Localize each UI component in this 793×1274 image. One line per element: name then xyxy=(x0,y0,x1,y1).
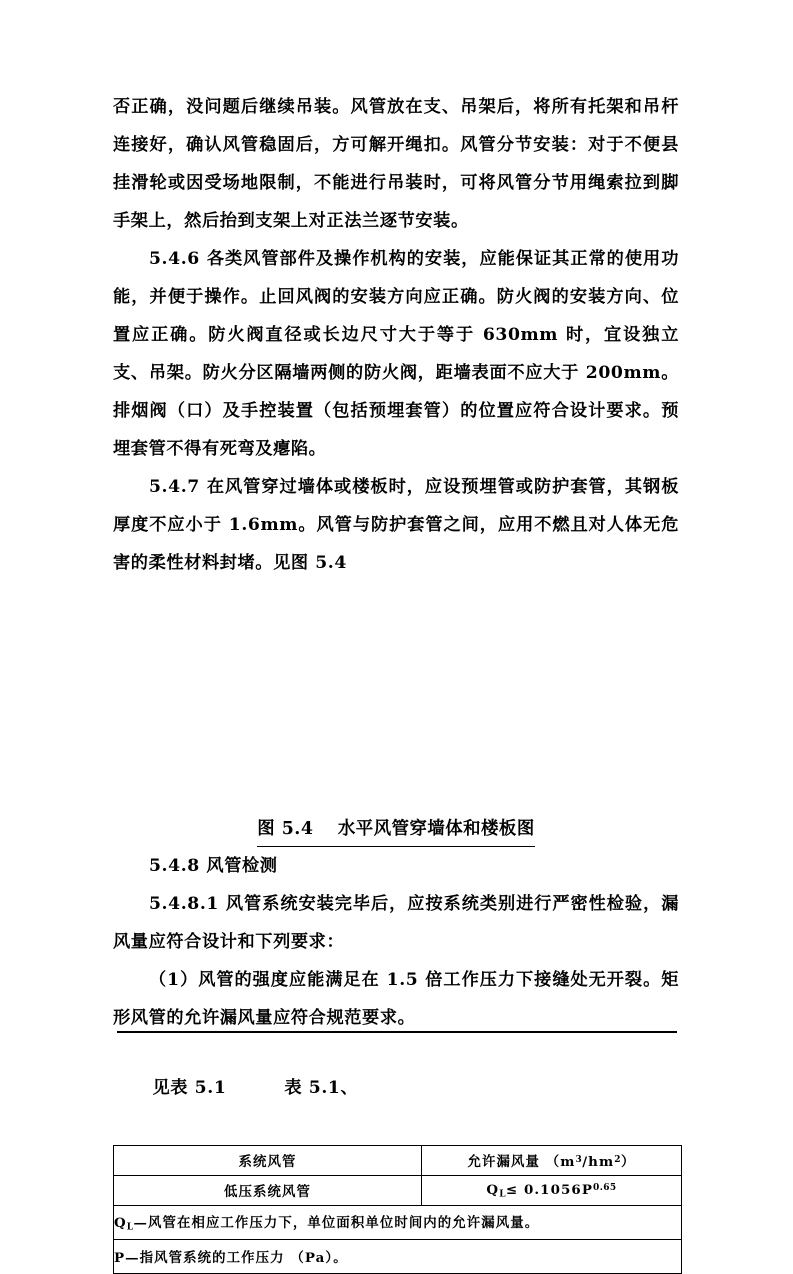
leakage-spec-table xyxy=(113,1145,682,1274)
table-number: 表 5.1、 xyxy=(284,1078,359,1098)
figure-caption-text: 图 5.4 水平风管穿墙体和楼板图 xyxy=(257,814,534,847)
table-header-row xyxy=(114,1146,682,1176)
formula-symbol-subscript: L xyxy=(499,1189,506,1200)
figure-caption xyxy=(113,814,679,847)
formula-operator: ≤ 0.1056P xyxy=(505,1181,594,1198)
paragraph-continued: 否正确，没问题后继续吊装。风管放在支、吊架后，将所有托架和吊杆连接好，确认风管稳固后，方可解开绳扣。风管分节安装：对于不便县挂滑轮或因受场地限制，不能进行吊装时，可将风管分节用绳索拉到脚手架上，然后抬到支架上对正法兰逐节安装。 xyxy=(113,97,679,231)
footer-divider-rule xyxy=(117,1031,677,1033)
header-unit-prefix: 允许漏风量 （m xyxy=(467,1154,576,1170)
note-symbol-p: P xyxy=(114,1250,126,1266)
table-label-line xyxy=(113,1037,679,1139)
table-note-row-1 xyxy=(114,1206,682,1240)
page-content xyxy=(113,88,679,1274)
note-symbol-ql-subscript: L xyxy=(126,1222,134,1233)
header-unit-exponent-2: 2 xyxy=(614,1154,621,1165)
table-note-ql xyxy=(114,1206,682,1240)
note-text-ql: —风管在相应工作压力下，单位面积单位时间内的允许漏风量。 xyxy=(133,1215,540,1232)
table-cell-leakage-formula xyxy=(422,1176,682,1206)
header-unit-suffix: ） xyxy=(620,1154,636,1170)
table-header-system-duct: 系统风管 xyxy=(114,1146,422,1176)
table-note-p xyxy=(114,1240,682,1274)
paragraph-list-item-1: （1）风管的强度应能满足在 1.5 倍工作压力下接缝处无开裂。矩形风管的允许漏风量应符合规范要求。 xyxy=(113,970,679,1028)
table-reference-text: 见表 5.1 xyxy=(152,1078,227,1098)
paragraph-5-4-8-1: 5.4.8.1 风管系统安装完毕后，应按系统类别进行严密性检验，漏风量应符合设计和下列要求： xyxy=(113,894,679,952)
header-unit-exponent-1: 3 xyxy=(575,1154,583,1165)
paragraph-5-4-7: 5.4.7 在风管穿过墙体或楼板时，应设预埋管或防护套管，其钢板厚度不应小于 1.6mm。风管与防护套管之间，应用不燃且对人体无危害的柔性材料封堵。见图 5.4 xyxy=(113,477,679,573)
header-unit-mid: /hm xyxy=(582,1154,615,1170)
formula-symbol: Q xyxy=(486,1181,500,1198)
note-symbol-ql: Q xyxy=(114,1215,127,1232)
figure-drawing-area xyxy=(113,582,679,814)
formula-exponent: 0.65 xyxy=(593,1182,617,1193)
paragraph-5-4-6: 5.4.6 各类风管部件及操作机构的安装，应能保证其正常的使用功能，并便于操作。止回风阀的安装方向应正确。防火阀的安装方向、位置应正确。防火阀直径或长边尺寸大于等于 630mm 时，宜设独立支、吊架。防火分区隔墙两侧的防火阀，距墙表面不应大于 200mm。排烟阀（口）及手控装置（包括预埋套管）的位置应符合设计要求。预埋套管不得有死弯及瘪陷。 xyxy=(113,249,679,459)
table-cell-low-pressure-duct: 低压系统风管 xyxy=(114,1176,422,1206)
table-row xyxy=(114,1176,682,1206)
paragraph-5-4-8: 5.4.8 风管检测 xyxy=(149,856,278,876)
table-note-row-2 xyxy=(114,1240,682,1274)
table-header-allowable-leakage xyxy=(422,1146,682,1176)
note-text-p: —指风管系统的工作压力 （Pa）。 xyxy=(125,1250,348,1266)
